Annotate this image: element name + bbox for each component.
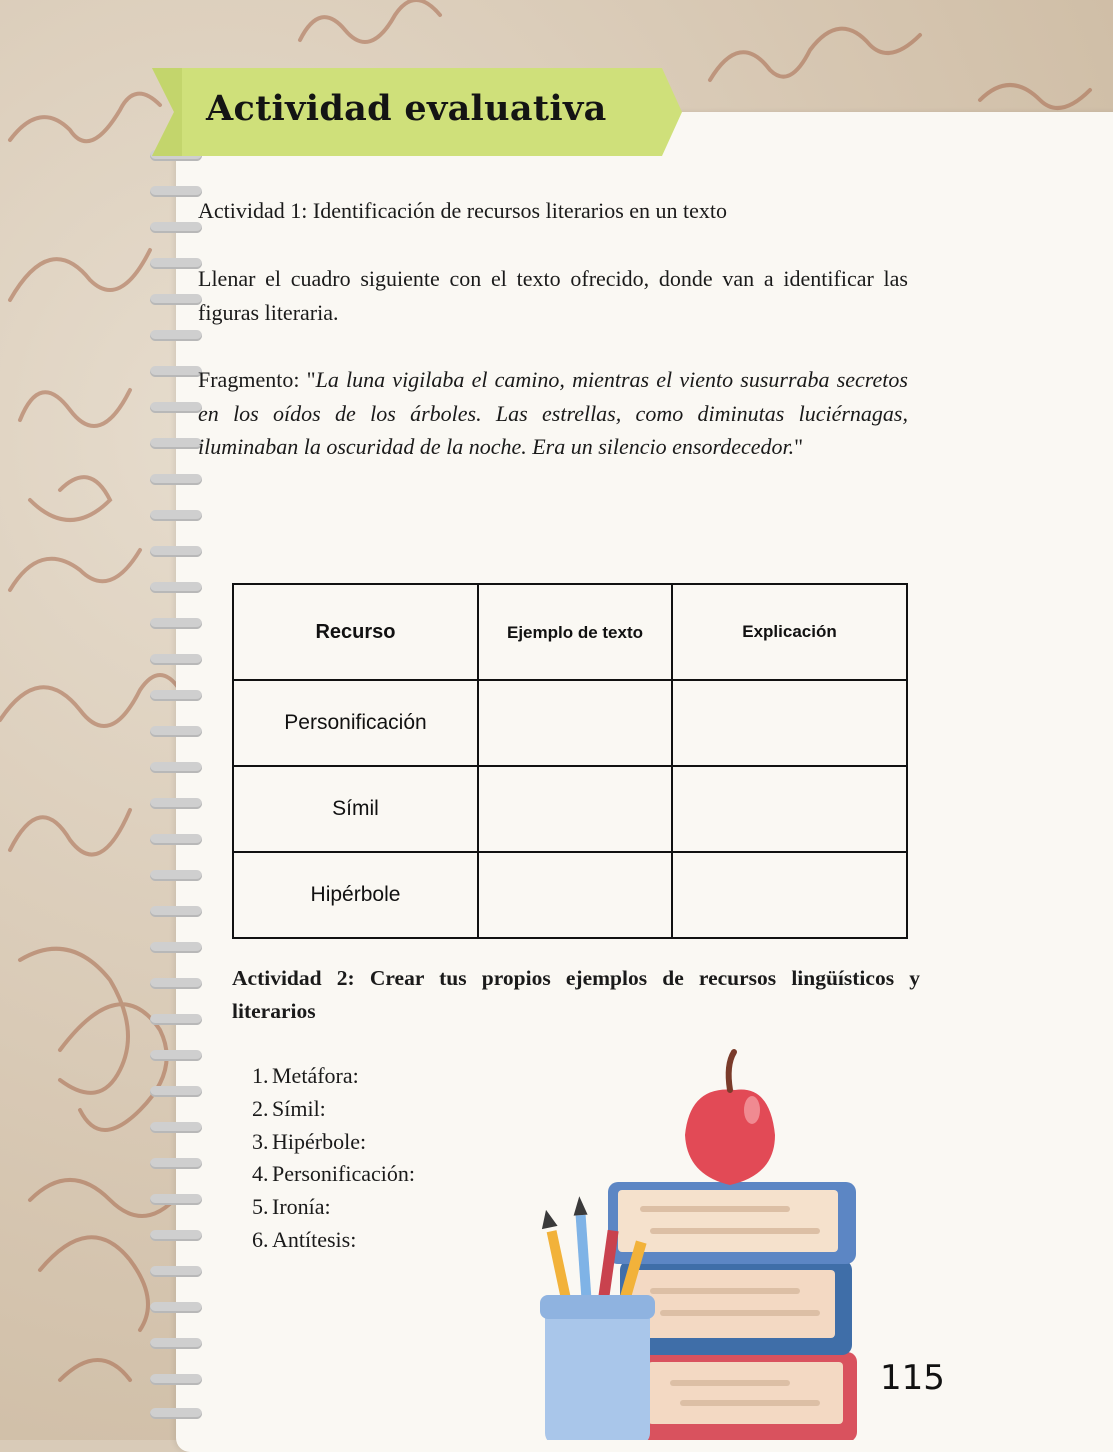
literary-devices-table [232, 583, 908, 939]
fragment-label: Fragmento: " [198, 367, 316, 392]
spiral-ring [150, 258, 202, 269]
spiral-ring [150, 222, 202, 233]
spiral-ring [150, 906, 202, 917]
activity2-list [252, 1060, 415, 1257]
spiral-ring [150, 834, 202, 845]
spiral-ring [150, 762, 202, 773]
spiral-ring [150, 582, 202, 593]
spiral-ring [150, 1302, 202, 1313]
page-title: Actividad evaluativa [206, 88, 607, 129]
fragment-close-quote: " [794, 434, 804, 459]
spiral-ring [150, 726, 202, 737]
cell-ejemplo[interactable] [478, 680, 672, 766]
cell-recurso: Hipérbole [233, 852, 478, 938]
spiral-ring [150, 1122, 202, 1133]
list-item-number: 2. [252, 1095, 269, 1121]
spiral-ring [150, 1086, 202, 1097]
spiral-ring [150, 1194, 202, 1205]
list-item-label: Hipérbole: [272, 1128, 367, 1154]
activity1-title: Actividad 1: Identificación de recursos literarios en un texto [198, 198, 728, 223]
list-item [252, 1126, 415, 1159]
table-row [233, 766, 907, 852]
spiral-ring [150, 618, 202, 629]
activity1-instructions: Llenar el cuadro siguiente con el texto ofrecido, donde van a identificar las figuras literaria. [198, 266, 908, 325]
header-recurso: Recurso [233, 584, 478, 680]
spiral-ring [150, 546, 202, 557]
spiral-ring [150, 690, 202, 701]
spiral-ring [150, 186, 202, 197]
list-item-number: 6. [252, 1226, 269, 1252]
spiral-ring [150, 942, 202, 953]
page-number: 115 [880, 1358, 945, 1398]
spiral-ring [150, 330, 202, 341]
list-item-label: Metáfora: [272, 1063, 359, 1088]
cell-ejemplo[interactable] [478, 852, 672, 938]
cell-explicacion[interactable] [672, 766, 907, 852]
list-item [252, 1158, 415, 1191]
title-banner [152, 68, 682, 156]
header-explicacion: Explicación [672, 584, 907, 680]
spiral-ring [150, 1158, 202, 1169]
table-row [233, 680, 907, 766]
list-item-label: Antítesis: [272, 1226, 357, 1252]
table-header-row [233, 584, 907, 680]
cell-explicacion[interactable] [672, 680, 907, 766]
spiral-ring [150, 1230, 202, 1241]
spiral-ring [150, 438, 202, 449]
spiral-ring [150, 510, 202, 521]
cell-ejemplo[interactable] [478, 766, 672, 852]
cell-recurso: Símil [233, 766, 478, 852]
spiral-ring [150, 366, 202, 377]
spiral-ring [150, 1014, 202, 1025]
books-apple-pencils-icon [530, 1040, 870, 1440]
spiral-ring [150, 798, 202, 809]
list-item-number: 4. [252, 1161, 269, 1187]
spiral-ring [150, 1408, 202, 1419]
activity2-title: Actividad 2: Crear tus propios ejemplos de recursos lingüísticos y literarios [232, 966, 920, 1023]
spiral-ring [150, 1374, 202, 1385]
list-item [252, 1060, 415, 1093]
spiral-ring [150, 870, 202, 881]
list-item [252, 1191, 415, 1224]
fragment-text: La luna vigilaba el camino, mientras el viento susurraba secretos en los oídos de los árboles. Las estrellas, como diminutas luciérnagas, iluminaban la oscuridad de la noche. Era un silencio ensordecedor. [198, 367, 908, 459]
spiral-ring [150, 978, 202, 989]
cell-explicacion[interactable] [672, 852, 907, 938]
fragment-paragraph [198, 363, 908, 464]
spiral-ring [150, 294, 202, 305]
list-item-label: Símil: [272, 1095, 326, 1121]
spiral-ring [150, 402, 202, 413]
list-item-number: 1. [252, 1063, 269, 1088]
spiral-ring [150, 1266, 202, 1277]
spiral-ring [150, 1338, 202, 1349]
spiral-ring [150, 474, 202, 485]
header-ejemplo: Ejemplo de texto [478, 584, 672, 680]
list-item-number: 3. [252, 1128, 269, 1154]
list-item-label: Personificación: [272, 1161, 415, 1187]
table-row [233, 852, 907, 938]
list-item-label: Ironía: [272, 1194, 331, 1220]
list-item [252, 1093, 415, 1126]
list-item [252, 1224, 415, 1257]
spiral-ring [150, 1050, 202, 1061]
spiral-ring [150, 654, 202, 665]
list-item-number: 5. [252, 1194, 269, 1220]
cell-recurso: Personificación [233, 680, 478, 766]
